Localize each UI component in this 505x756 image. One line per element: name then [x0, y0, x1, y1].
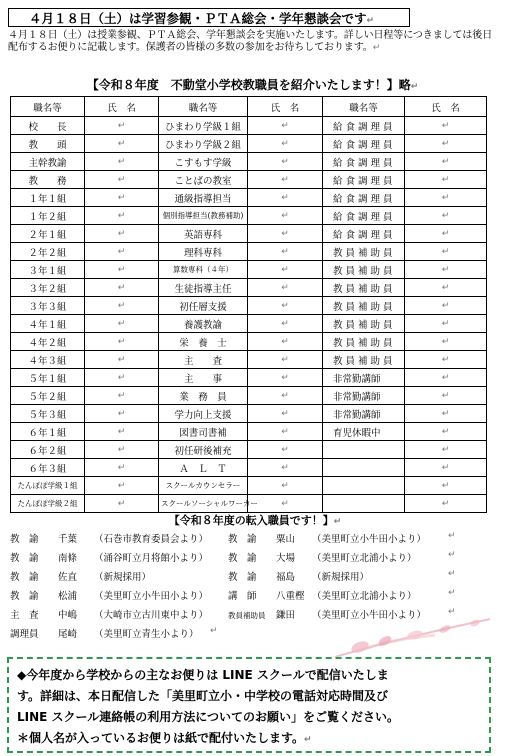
staff-position: ひまわり学級１組 [159, 117, 248, 135]
transfer-name: 佐直 [58, 572, 78, 583]
staff-position: 給食調理員 [323, 135, 405, 153]
transfer-name: 千葉 [58, 534, 78, 545]
transfer-role: 主 査 [10, 610, 39, 621]
staff-position: 教員補助員 [323, 243, 405, 261]
staff-position: 教員補助員 [323, 315, 405, 333]
transfer-from: （美里町立青生小より） [94, 629, 199, 640]
staff-name: ↵ [248, 171, 323, 189]
staff-name: ↵ [85, 243, 159, 261]
staff-name: ↵ [405, 279, 487, 297]
staff-position: ことばの教室 [159, 171, 248, 189]
transfer-heading [130, 512, 380, 528]
transfer-name: 南條 [58, 553, 78, 564]
staff-name: ↵ [85, 135, 159, 153]
transfer-from: （美里町立北浦小より） [312, 553, 417, 564]
transfer-entry [10, 588, 208, 602]
staff-name: ↵ [85, 495, 159, 513]
staff-name: ↵ [248, 189, 323, 207]
event-title-box [8, 8, 410, 27]
header-title: 職名等 [159, 97, 248, 117]
staff-name: ↵ [85, 297, 159, 315]
staff-name: ↵ [405, 261, 487, 279]
staff-name: ↵ [405, 351, 487, 369]
staff-row [11, 333, 487, 351]
staff-name: ↵ [405, 225, 487, 243]
transfer-from: （大崎市立古川東中より） [94, 610, 209, 621]
staff-name: ↵ [405, 477, 487, 495]
staff-name: ↵ [85, 405, 159, 423]
staff-name: ↵ [405, 387, 487, 405]
staff-position: 給食調理員 [323, 225, 405, 243]
staff-row [11, 441, 487, 459]
staff-name: ↵ [248, 351, 323, 369]
staff-position: 教 務 [11, 171, 85, 189]
transfer-from: （石巻市教育委員会より） [94, 534, 209, 545]
staff-row [11, 297, 487, 315]
transfer-entry [10, 607, 208, 621]
staff-position: 非常勤講師 [323, 369, 405, 387]
paragraph-mark: ↵ [304, 735, 312, 745]
staff-name: ↵ [85, 441, 159, 459]
staff-row [11, 369, 487, 387]
staff-name: ↵ [405, 405, 487, 423]
staff-row [11, 153, 487, 171]
staff-name: ↵ [248, 297, 323, 315]
staff-position: ６年２組 [11, 441, 85, 459]
staff-name: ↵ [85, 279, 159, 297]
staff-name: ↵ [85, 117, 159, 135]
staff-name: ↵ [248, 387, 323, 405]
transfer-role: 講 師 [228, 591, 257, 602]
staff-name: ↵ [405, 117, 487, 135]
transfer-from: （新規採用） [312, 572, 370, 583]
staff-name: ↵ [85, 315, 159, 333]
transfer-name: 尾崎 [58, 629, 78, 640]
staff-name: ↵ [405, 207, 487, 225]
staff-name: ↵ [248, 117, 323, 135]
staff-position [323, 495, 405, 513]
paragraph-mark: ↵ [448, 550, 456, 560]
staff-position: ６年１組 [11, 423, 85, 441]
notice-line: ◆今年度から学校からの主なお便りは LINE スクールで配信いたしま [17, 668, 389, 682]
staff-name: ↵ [405, 135, 487, 153]
transfer-entry [228, 531, 426, 545]
staff-position: 学力向上支援 [159, 405, 248, 423]
staff-name: ↵ [405, 153, 487, 171]
staff-row [11, 243, 487, 261]
staff-heading [0, 76, 505, 93]
staff-row [11, 315, 487, 333]
staff-name: ↵ [405, 297, 487, 315]
staff-name: ↵ [85, 261, 159, 279]
staff-position: 図書司書補 [159, 423, 248, 441]
staff-name: ↵ [248, 261, 323, 279]
intro-paragraph [8, 30, 500, 54]
staff-name: ↵ [405, 171, 487, 189]
staff-name: ↵ [248, 333, 323, 351]
staff-position: 通級指導担当 [159, 189, 248, 207]
transfer-from: （美里町立小牛田小より） [312, 610, 427, 621]
staff-name: ↵ [85, 387, 159, 405]
staff-name: ↵ [85, 153, 159, 171]
staff-name: ↵ [85, 459, 159, 477]
staff-name: ↵ [85, 207, 159, 225]
staff-position: 給食調理員 [323, 189, 405, 207]
staff-name: ↵ [85, 351, 159, 369]
staff-position: たんぽぽ学級１組 [11, 477, 85, 495]
staff-position: ３年２組 [11, 279, 85, 297]
staff-position: ５年３組 [11, 405, 85, 423]
staff-position: 英語専科 [159, 225, 248, 243]
staff-row [11, 207, 487, 225]
staff-name: ↵ [85, 423, 159, 441]
staff-name: ↵ [248, 225, 323, 243]
transfer-entry [10, 626, 199, 640]
staff-name: ↵ [248, 441, 323, 459]
staff-row [11, 477, 487, 495]
transfer-row [10, 531, 500, 550]
staff-position: 非常勤講師 [323, 387, 405, 405]
paragraph-mark: ↵ [372, 43, 381, 53]
transfer-entry [228, 550, 417, 564]
staff-position: 教 頭 [11, 135, 85, 153]
staff-name: ↵ [248, 423, 323, 441]
staff-name: ↵ [405, 243, 487, 261]
notice-line-text: ＊個人名が入っているお便りは紙で配付いたします。 [17, 731, 305, 745]
staff-position: ４年３組 [11, 351, 85, 369]
staff-position: 給食調理員 [323, 207, 405, 225]
staff-position: 教員補助員 [323, 261, 405, 279]
transfer-role: 調理員 [10, 629, 39, 640]
staff-row [11, 351, 487, 369]
transfer-role: 教 諭 [228, 572, 257, 583]
staff-position: ３年３組 [11, 297, 85, 315]
staff-table-header [11, 97, 487, 117]
staff-position: 主 査 [159, 351, 248, 369]
staff-position: 給食調理員 [323, 171, 405, 189]
staff-position: 主幹教諭 [11, 153, 85, 171]
staff-position: こすもす学級 [159, 153, 248, 171]
transfer-role: 教員補助員 [228, 611, 266, 620]
staff-name: ↵ [248, 495, 323, 513]
staff-name: ↵ [248, 315, 323, 333]
staff-position: ６年３組 [11, 459, 85, 477]
staff-row [11, 225, 487, 243]
transfer-entry [10, 531, 208, 545]
paragraph-mark: ↵ [448, 569, 456, 579]
staff-position: ２年１組 [11, 225, 85, 243]
staff-position: 養護教諭 [159, 315, 248, 333]
paragraph-mark: ↵ [448, 531, 456, 541]
staff-row [11, 117, 487, 135]
staff-position: ５年１組 [11, 369, 85, 387]
staff-position: 非常勤講師 [323, 405, 405, 423]
staff-position: 教員補助員 [323, 333, 405, 351]
staff-position: ひまわり学級２組 [159, 135, 248, 153]
notice-line: LINE スクール連絡帳の利用方法についてのお願い」をご覧ください。 [17, 710, 400, 724]
staff-table-body [11, 117, 487, 513]
transfer-row [10, 569, 500, 588]
staff-name: ↵ [248, 405, 323, 423]
staff-position: 育児休暇中 [323, 423, 405, 441]
notice-line: す。詳細は、本日配信した「美里町立小・中学校の電話対応時間及び [17, 689, 389, 703]
staff-heading-tail: 略 [398, 78, 411, 92]
staff-name: ↵ [405, 369, 487, 387]
transfer-name: 中嶋 [58, 610, 78, 621]
staff-name: ↵ [85, 369, 159, 387]
staff-name: ↵ [85, 333, 159, 351]
staff-position [323, 441, 405, 459]
transfer-name: 粟山 [276, 534, 296, 545]
transfer-role: 教 諭 [10, 553, 39, 564]
transfer-from: （美里町立北浦小より） [312, 591, 417, 602]
staff-position: 理科専科 [159, 243, 248, 261]
transfer-entry [10, 550, 208, 564]
transfer-from: （涌谷町立月将館小より） [94, 553, 209, 564]
transfer-from: （美里町立小牛田小より） [94, 591, 209, 602]
staff-name: ↵ [85, 477, 159, 495]
staff-position: 教員補助員 [323, 279, 405, 297]
paragraph-mark: ↵ [210, 626, 218, 636]
event-title: ４月１８日（土）は学習参観・ＰＴＡ総会・学年懇談会です [29, 11, 367, 26]
staff-row [11, 423, 487, 441]
transfer-row [10, 550, 500, 569]
line-school-notice [7, 657, 491, 753]
staff-position: 栄 養 士 [159, 333, 248, 351]
header-name: 氏 名 [248, 97, 323, 117]
staff-position [323, 477, 405, 495]
staff-name: ↵ [405, 495, 487, 513]
paragraph-mark: ↵ [366, 16, 375, 26]
header-name: 氏 名 [405, 97, 487, 117]
transfer-entry [228, 588, 417, 602]
staff-position: １年２組 [11, 207, 85, 225]
staff-row [11, 171, 487, 189]
transfer-name: 鎌田 [276, 610, 296, 621]
staff-name: ↵ [248, 135, 323, 153]
transfer-name: 大場 [276, 553, 296, 564]
staff-name: ↵ [405, 315, 487, 333]
transfer-from: （新規採用） [94, 572, 152, 583]
staff-position: 主 事 [159, 369, 248, 387]
header-title: 職名等 [323, 97, 405, 117]
intro-text: ４月１８日（土）は授業参観、ＰＴＡ総会、学年懇談会を実施いたします。詳しい日程等につきましては後日配布するお便りに記載します。保護者の皆様の多数の参加をお待ちしております。 [8, 30, 493, 53]
header-name: 氏 名 [85, 97, 159, 117]
staff-position: ４年１組 [11, 315, 85, 333]
staff-name: ↵ [405, 333, 487, 351]
staff-position: 校 長 [11, 117, 85, 135]
staff-heading-text: 【令和８年度 不動堂小学校教職員を紹介いたします！】 [86, 78, 399, 92]
staff-name: ↵ [405, 459, 487, 477]
staff-position: １年１組 [11, 189, 85, 207]
staff-table [10, 96, 487, 513]
paragraph-mark: ↵ [410, 82, 419, 92]
staff-name: ↵ [248, 279, 323, 297]
staff-position: スクールソーシャルワーカー [159, 495, 248, 513]
paragraph-mark: ↵ [448, 588, 456, 598]
staff-position: ３年１組 [11, 261, 85, 279]
transfer-entry [10, 569, 151, 583]
staff-position [323, 459, 405, 477]
staff-name: ↵ [248, 369, 323, 387]
staff-name: ↵ [85, 171, 159, 189]
staff-name: ↵ [85, 189, 159, 207]
staff-position: 初任層支援 [159, 297, 248, 315]
transfer-role: 教 諭 [10, 534, 39, 545]
staff-row [11, 189, 487, 207]
staff-position: 個別指導担当(教務補助) [159, 207, 248, 225]
staff-row [11, 405, 487, 423]
transfer-from: （美里町立小牛田小より） [312, 534, 427, 545]
staff-name: ↵ [248, 153, 323, 171]
staff-position: ４年２組 [11, 333, 85, 351]
staff-row [11, 387, 487, 405]
staff-position: 生徒指導主任 [159, 279, 248, 297]
staff-row [11, 135, 487, 153]
cherry-blossom-decoration [325, 615, 495, 660]
transfer-role: 教 諭 [10, 591, 39, 602]
paragraph-mark: ↵ [448, 607, 456, 617]
staff-position: たんぽぽ学級２組 [11, 495, 85, 513]
staff-name: ↵ [248, 207, 323, 225]
notice-line [17, 728, 481, 751]
staff-position: 算数専科（４年） [159, 261, 248, 279]
staff-position: 給食調理員 [323, 117, 405, 135]
staff-position: 教員補助員 [323, 297, 405, 315]
transfer-entry [228, 569, 369, 583]
staff-position: 初任研後補充 [159, 441, 248, 459]
staff-row [11, 459, 487, 477]
staff-name: ↵ [248, 243, 323, 261]
transfer-heading-text: 【令和８年度の転入職員です！】 [168, 514, 334, 527]
staff-position: スクールカウンセラー [159, 477, 248, 495]
staff-name: ↵ [405, 441, 487, 459]
staff-row [11, 279, 487, 297]
header-title: 職名等 [11, 97, 85, 117]
staff-position: 業 務 員 [159, 387, 248, 405]
transfer-name: 福島 [276, 572, 296, 583]
transfer-role: 教 諭 [10, 572, 39, 583]
staff-row [11, 495, 487, 513]
staff-position: 給食調理員 [323, 153, 405, 171]
staff-row [11, 261, 487, 279]
transfer-row [10, 588, 500, 607]
staff-position: ５年２組 [11, 387, 85, 405]
transfer-name: 八重樫 [276, 591, 305, 602]
staff-name: ↵ [248, 459, 323, 477]
transfer-role: 教 諭 [228, 534, 257, 545]
paragraph-mark: ↵ [333, 517, 342, 527]
staff-position: Ａ Ｌ Ｔ [159, 459, 248, 477]
transfer-role: 教 諭 [228, 553, 257, 564]
staff-name: ↵ [405, 189, 487, 207]
staff-name: ↵ [85, 225, 159, 243]
transfer-name: 松浦 [58, 591, 78, 602]
staff-position: ２年２組 [11, 243, 85, 261]
staff-name: ↵ [405, 423, 487, 441]
staff-name: ↵ [248, 477, 323, 495]
staff-position: 教員補助員 [323, 351, 405, 369]
